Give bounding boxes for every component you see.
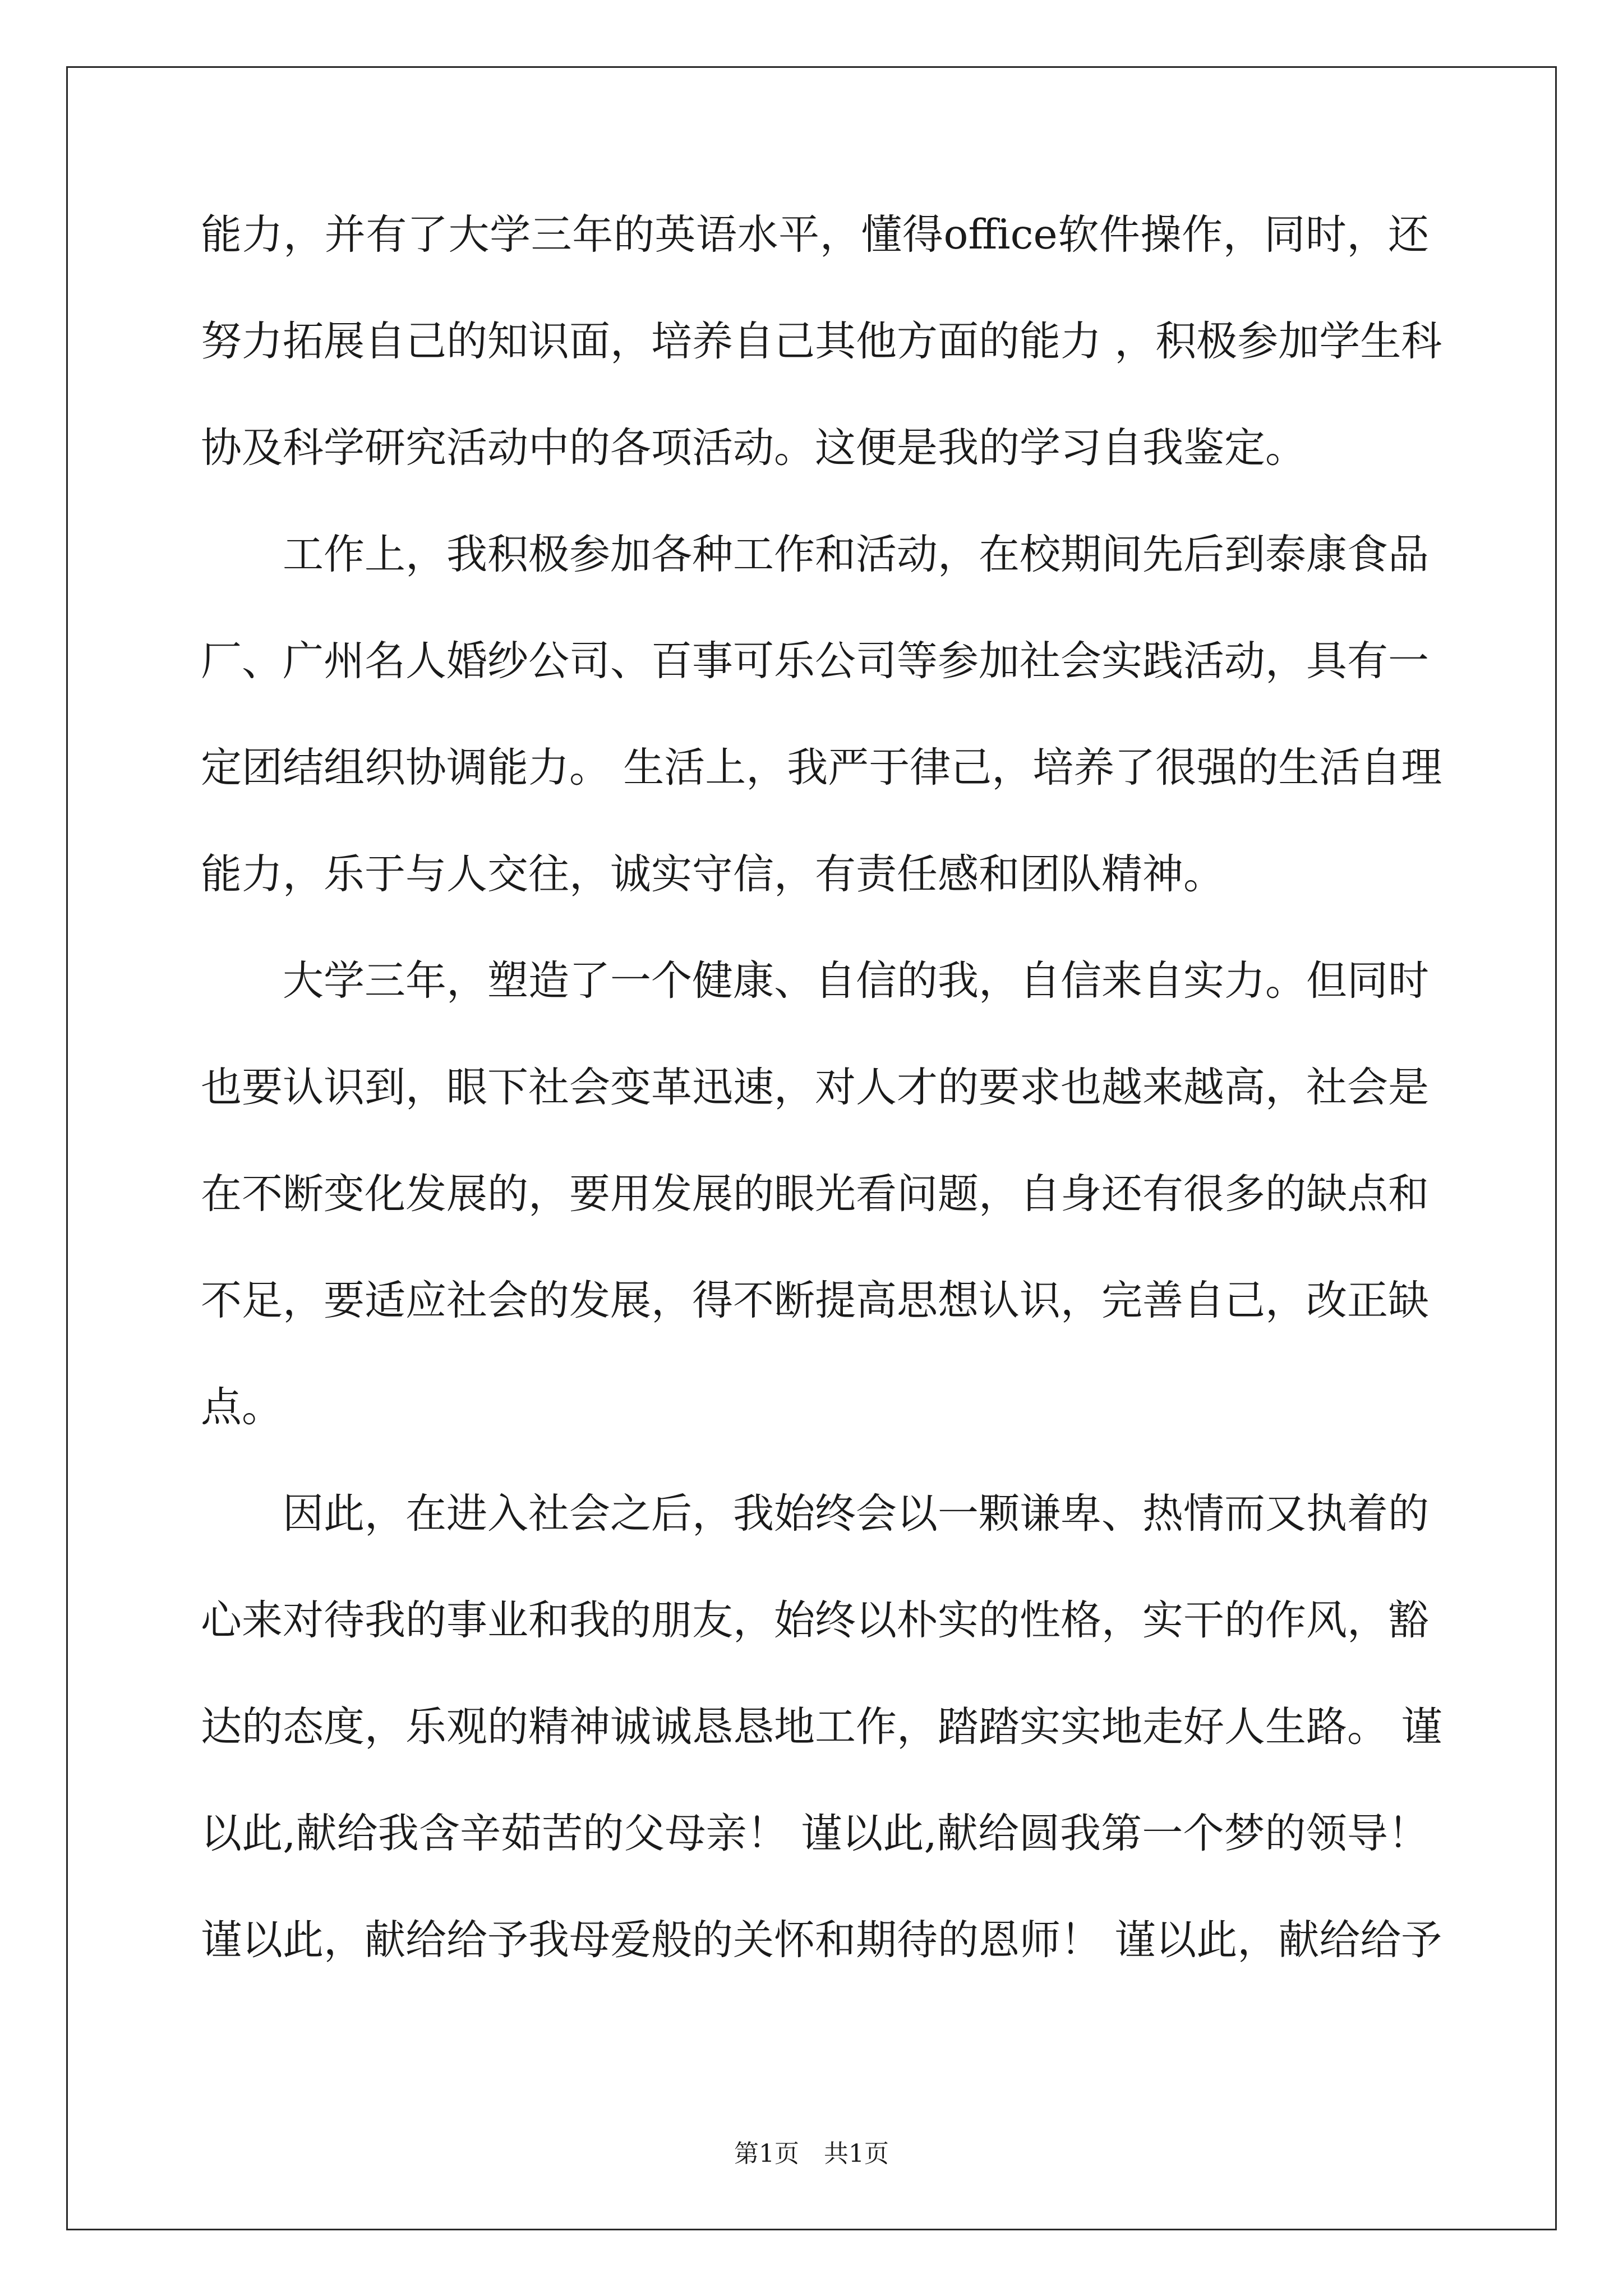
text-line: 在不断变化发展的，要用发展的眼光看问题，自身还有很多的缺点和 — [201, 1170, 1429, 1218]
paragraph-first-line: 因此，在进入社会之后，我始终会以一颗谦卑、热情而又执着的 — [283, 1490, 1429, 1538]
text-line: 心来对待我的事业和我的朋友，始终以朴实的性格，实干的作风，豁 — [201, 1596, 1429, 1644]
paragraph-first-line: 大学三年，塑造了一个健康、自信的我，自信来自实力。但同时 — [283, 957, 1429, 1005]
text-line: 达的态度，乐观的精神诚诚恳恳地工作，踏踏实实地走好人生路。 谨 — [201, 1703, 1442, 1751]
text-line: 能力，并有了大学三年的英语水平，懂得office软件操作，同时，还 — [201, 211, 1429, 259]
text-line: 协及科学研究活动中的各项活动。这便是我的学习自我鉴定。 — [201, 424, 1306, 472]
text-line: 也要认识到，眼下社会变革迅速，对人才的要求也越来越高，社会是 — [201, 1064, 1429, 1111]
text-line: 能力，乐于与人交往，诚实守信，有责任感和团队精神。 — [201, 850, 1224, 898]
text-line: 谨以此，献给给予我母爱般的关怀和期待的恩师！ 谨以此，献给给予 — [201, 1916, 1442, 1964]
text-line: 不足，要适应社会的发展，得不断提高思想认识，完善自己，改正缺 — [201, 1277, 1429, 1324]
text-line: 点。 — [201, 1383, 283, 1431]
text-line: 努力拓展自己的知识面，培养自己其他方面的能力 ，积极参加学生科 — [201, 318, 1442, 365]
text-line: 以此,献给我含辛茹苦的父母亲！ 谨以此,献给圆我第一个梦的领导！ — [201, 1810, 1429, 1857]
text-line: 定团结组织协调能力。 生活上，我严于律己，培养了很强的生活自理 — [201, 744, 1442, 792]
paragraph-first-line: 工作上，我积极参加各种工作和活动，在校期间先后到泰康食品 — [283, 531, 1429, 578]
text-line: 厂、广州名人婚纱公司、百事可乐公司等参加社会实践活动，具有一 — [201, 637, 1429, 685]
page-footer: 第1页 共1页 — [734, 2139, 889, 2168]
document-body — [201, 211, 1442, 2026]
